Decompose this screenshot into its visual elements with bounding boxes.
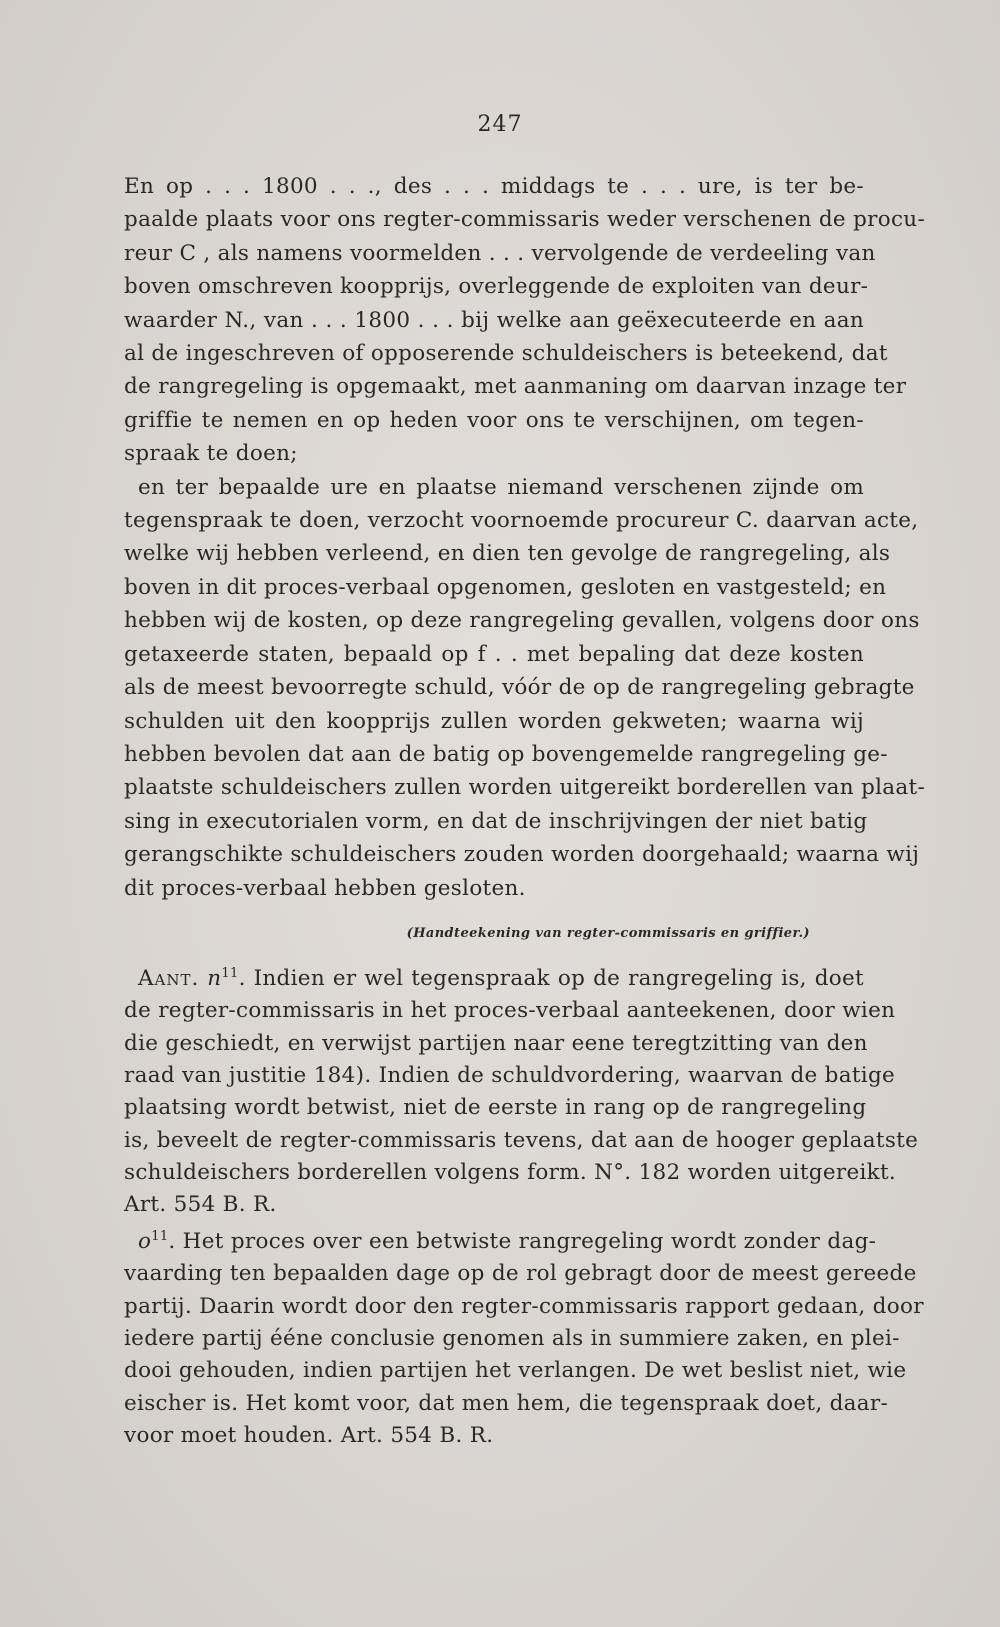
text-line: hebben wij de kosten, op deze rangregeling gevallen, volgens door ons <box>124 608 920 634</box>
annotation-n11 <box>124 958 919 1222</box>
text-line: de rangregeling is opgemaakt, met aanmaning om daarvan inzage ter <box>124 374 907 400</box>
text-line: hebben bevolen dat aan de batig op bovengemelde rangregeling ge- <box>124 741 888 767</box>
annotation-text: . Het proces over een betwiste rangregeling wordt zonder dag- <box>168 1229 877 1255</box>
text-line: eischer is. Het komt voor, dat men hem, die tegenspraak doet, daar- <box>124 1390 889 1416</box>
annotation-superscript: 11 <box>221 966 239 981</box>
text-line: waarder N., van . . . 1800 . . . bij welke aan geëxecuteerde en aan <box>124 307 864 333</box>
text-line: schulden uit den koopprijs zullen worden gekweten; waarna wij <box>124 708 864 734</box>
text-line: spraak te doen; <box>124 441 298 467</box>
annotation-label: Aant. <box>138 966 200 992</box>
text-line: is, beveelt de regter-commissaris tevens, dat aan de hooger geplaatste <box>124 1127 919 1153</box>
text-line: paalde plaats voor ons regter-commissaris weder verschenen de procu- <box>124 207 926 233</box>
annotation-mark: o <box>138 1229 152 1255</box>
text-line: sing in executorialen vorm, en dat de inschrijvingen der niet batig <box>124 808 868 834</box>
annotation-text: . Indien er wel tegenspraak op de rangregeling is, doet <box>238 966 864 992</box>
annotation-first-line <box>124 958 864 995</box>
text-line: vaarding ten bepaalden dage op de rol gebragt door de meest gereede <box>124 1261 917 1287</box>
text-line: de regter-commissaris in het proces-verbaal aanteekenen, door wien <box>124 998 896 1024</box>
text-line: iedere partij éénе conclusie genomen als in summiere zaken, en plei- <box>124 1326 900 1352</box>
text-line: plaatste schuldeischers zullen worden uitgereikt borderellen van plaat- <box>124 775 926 801</box>
annotation-o11 <box>124 1221 924 1452</box>
text-line: al de ingeschreven of opposerende schuldeischers is beteekend, dat <box>124 341 888 367</box>
annotation-superscript: 11 <box>151 1229 169 1244</box>
proces-verbaal-text <box>124 170 926 905</box>
text-line: als de meest bevoorregte schuld, vóór de op de rangregeling gebragte <box>124 675 915 701</box>
text-line: dit proces-verbaal hebben gesloten. <box>124 875 526 901</box>
text-line: boven in dit proces-verbaal opgenomen, gesloten en vastgesteld; en <box>124 574 887 600</box>
text-line: tegenspraak te doen, verzocht voornoemde procureur C. daarvan acte, <box>124 508 919 534</box>
signature-note: (Handteekening van regter-commissaris en griffier.) <box>406 926 810 941</box>
text-line: reur C , als namens voormelden . . . vervolgende de verdeeling van <box>124 240 876 266</box>
annotation-mark: n <box>207 966 222 992</box>
text-line: dooi gehouden, indien partijen het verlangen. De wet beslist niet, wie <box>124 1358 907 1384</box>
text-line: welke wij hebben verleend, en dien ten gevolge de rangregeling, als <box>124 541 891 567</box>
text-line: raad van justitie 184). Indien de schuldvordering, waarvan de batige <box>124 1063 896 1089</box>
text-line: plaatsing wordt betwist, niet de eerste in rang op de rangregeling <box>124 1095 867 1121</box>
text-line: getaxeerde staten, bepaald op f . . met bepaling dat deze kosten <box>124 641 864 667</box>
text-line: die geschiedt, en verwijst partijen naar eene teregtzitting van den <box>124 1030 868 1056</box>
page-number: 247 <box>477 112 523 137</box>
text-line: griffie te nemen en op heden voor ons te verschijnen, om tegen- <box>124 407 864 433</box>
annotation-first-line <box>124 1221 877 1258</box>
text-line: gerangschikte schuldeischers zouden worden doorgehaald; waarna wij <box>124 842 920 868</box>
text-line: schuldeischers borderellen volgens form. N°. 182 worden uitgereikt. <box>124 1159 897 1185</box>
text-line: Art. 554 B. R. <box>124 1192 277 1218</box>
text-line: En op . . . 1800 . . ., des . . . middags te . . . ure, is ter be- <box>124 174 864 199</box>
text-line: en ter bepaalde ure en plaatse niemand verschenen zijnde om <box>138 474 864 500</box>
text-line: boven omschreven koopprijs, overleggende de exploiten van deur- <box>124 274 869 300</box>
text-line: partij. Daarin wordt door den regter-commissaris rapport gedaan, door <box>124 1293 924 1319</box>
text-line: voor moet houden. Art. 554 B. R. <box>124 1422 494 1448</box>
